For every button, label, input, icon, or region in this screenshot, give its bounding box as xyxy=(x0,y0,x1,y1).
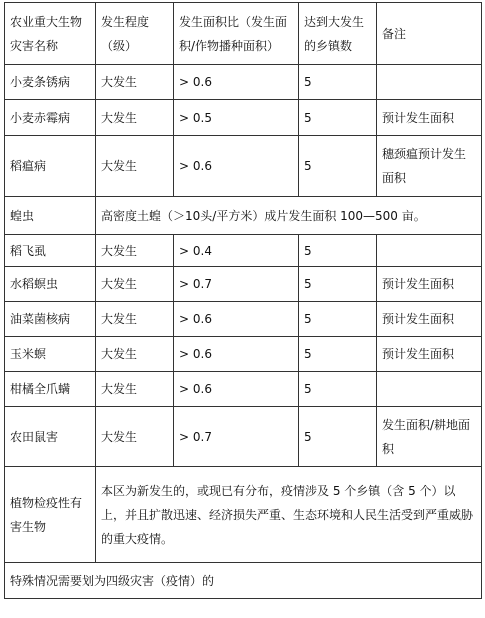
table-footer-row xyxy=(5,563,482,599)
row-level: 大发生 xyxy=(96,136,174,197)
row-towns: 5 xyxy=(299,235,377,267)
row-note: 预计发生面积 xyxy=(377,267,482,302)
row-note xyxy=(377,235,482,267)
row-name: 稻飞虱 xyxy=(5,235,96,267)
row-level: 大发生 xyxy=(96,302,174,337)
table-row xyxy=(5,407,482,467)
table-row xyxy=(5,302,482,337)
header-note: 备注 xyxy=(377,3,482,65)
row-level: 大发生 xyxy=(96,267,174,302)
table-row xyxy=(5,65,482,100)
row-level: 大发生 xyxy=(96,407,174,467)
header-level: 发生程度（级） xyxy=(96,3,174,65)
row-note xyxy=(377,372,482,407)
row-name: 蝗虫 xyxy=(5,197,96,235)
row-towns: 5 xyxy=(299,65,377,100)
row-note: 穗颈瘟预计发生面积 xyxy=(377,136,482,197)
row-note: 发生面积/耕地面积 xyxy=(377,407,482,467)
row-ratio: > 0.6 xyxy=(174,302,299,337)
table-header-row xyxy=(5,3,482,65)
row-name: 稻瘟病 xyxy=(5,136,96,197)
row-note: 预计发生面积 xyxy=(377,302,482,337)
row-ratio: > 0.5 xyxy=(174,100,299,136)
row-level: 大发生 xyxy=(96,372,174,407)
table-row xyxy=(5,337,482,372)
row-ratio: > 0.7 xyxy=(174,407,299,467)
row-name: 小麦条锈病 xyxy=(5,65,96,100)
row-note: 预计发生面积 xyxy=(377,100,482,136)
row-note: 预计发生面积 xyxy=(377,337,482,372)
header-disaster-name: 农业重大生物灾害名称 xyxy=(5,3,96,65)
row-level: 大发生 xyxy=(96,100,174,136)
row-name: 小麦赤霉病 xyxy=(5,100,96,136)
row-name: 柑橘全爪螨 xyxy=(5,372,96,407)
row-ratio: > 0.6 xyxy=(174,136,299,197)
row-level: 大发生 xyxy=(96,65,174,100)
locust-description: 高密度土蝗（＞10头/平方米）成片发生面积 100—500 亩。 xyxy=(96,197,482,235)
disaster-table xyxy=(4,2,482,599)
table-row xyxy=(5,267,482,302)
row-towns: 5 xyxy=(299,407,377,467)
table-row xyxy=(5,372,482,407)
header-town-count: 达到大发生的乡镇数 xyxy=(299,3,377,65)
row-ratio: > 0.7 xyxy=(174,267,299,302)
table-row xyxy=(5,136,482,197)
header-area-ratio: 发生面积比（发生面积/作物播种面积） xyxy=(174,3,299,65)
quarantine-description: 本区为新发生的，或现已有分布，疫情涉及 5 个乡镇（含 5 个）以上，并且扩散迅速、经济损失严重、生态环境和人民生活受到严重威胁的重大疫情。 xyxy=(96,467,482,563)
row-ratio: > 0.6 xyxy=(174,65,299,100)
row-towns: 5 xyxy=(299,100,377,136)
row-towns: 5 xyxy=(299,136,377,197)
row-note xyxy=(377,65,482,100)
row-name: 植物检疫性有害生物 xyxy=(5,467,96,563)
row-ratio: > 0.6 xyxy=(174,372,299,407)
footer-note: 特殊情况需要划为四级灾害（疫情）的 xyxy=(5,563,482,599)
row-name: 农田鼠害 xyxy=(5,407,96,467)
row-level: 大发生 xyxy=(96,337,174,372)
row-level: 大发生 xyxy=(96,235,174,267)
row-towns: 5 xyxy=(299,267,377,302)
row-towns: 5 xyxy=(299,302,377,337)
row-towns: 5 xyxy=(299,372,377,407)
row-towns: 5 xyxy=(299,337,377,372)
table-row xyxy=(5,235,482,267)
table-row xyxy=(5,100,482,136)
row-ratio: > 0.4 xyxy=(174,235,299,267)
table-row-locust xyxy=(5,197,482,235)
row-name: 玉米螟 xyxy=(5,337,96,372)
table-row-quarantine xyxy=(5,467,482,563)
row-ratio: > 0.6 xyxy=(174,337,299,372)
row-name: 水稻螟虫 xyxy=(5,267,96,302)
row-name: 油菜菌核病 xyxy=(5,302,96,337)
